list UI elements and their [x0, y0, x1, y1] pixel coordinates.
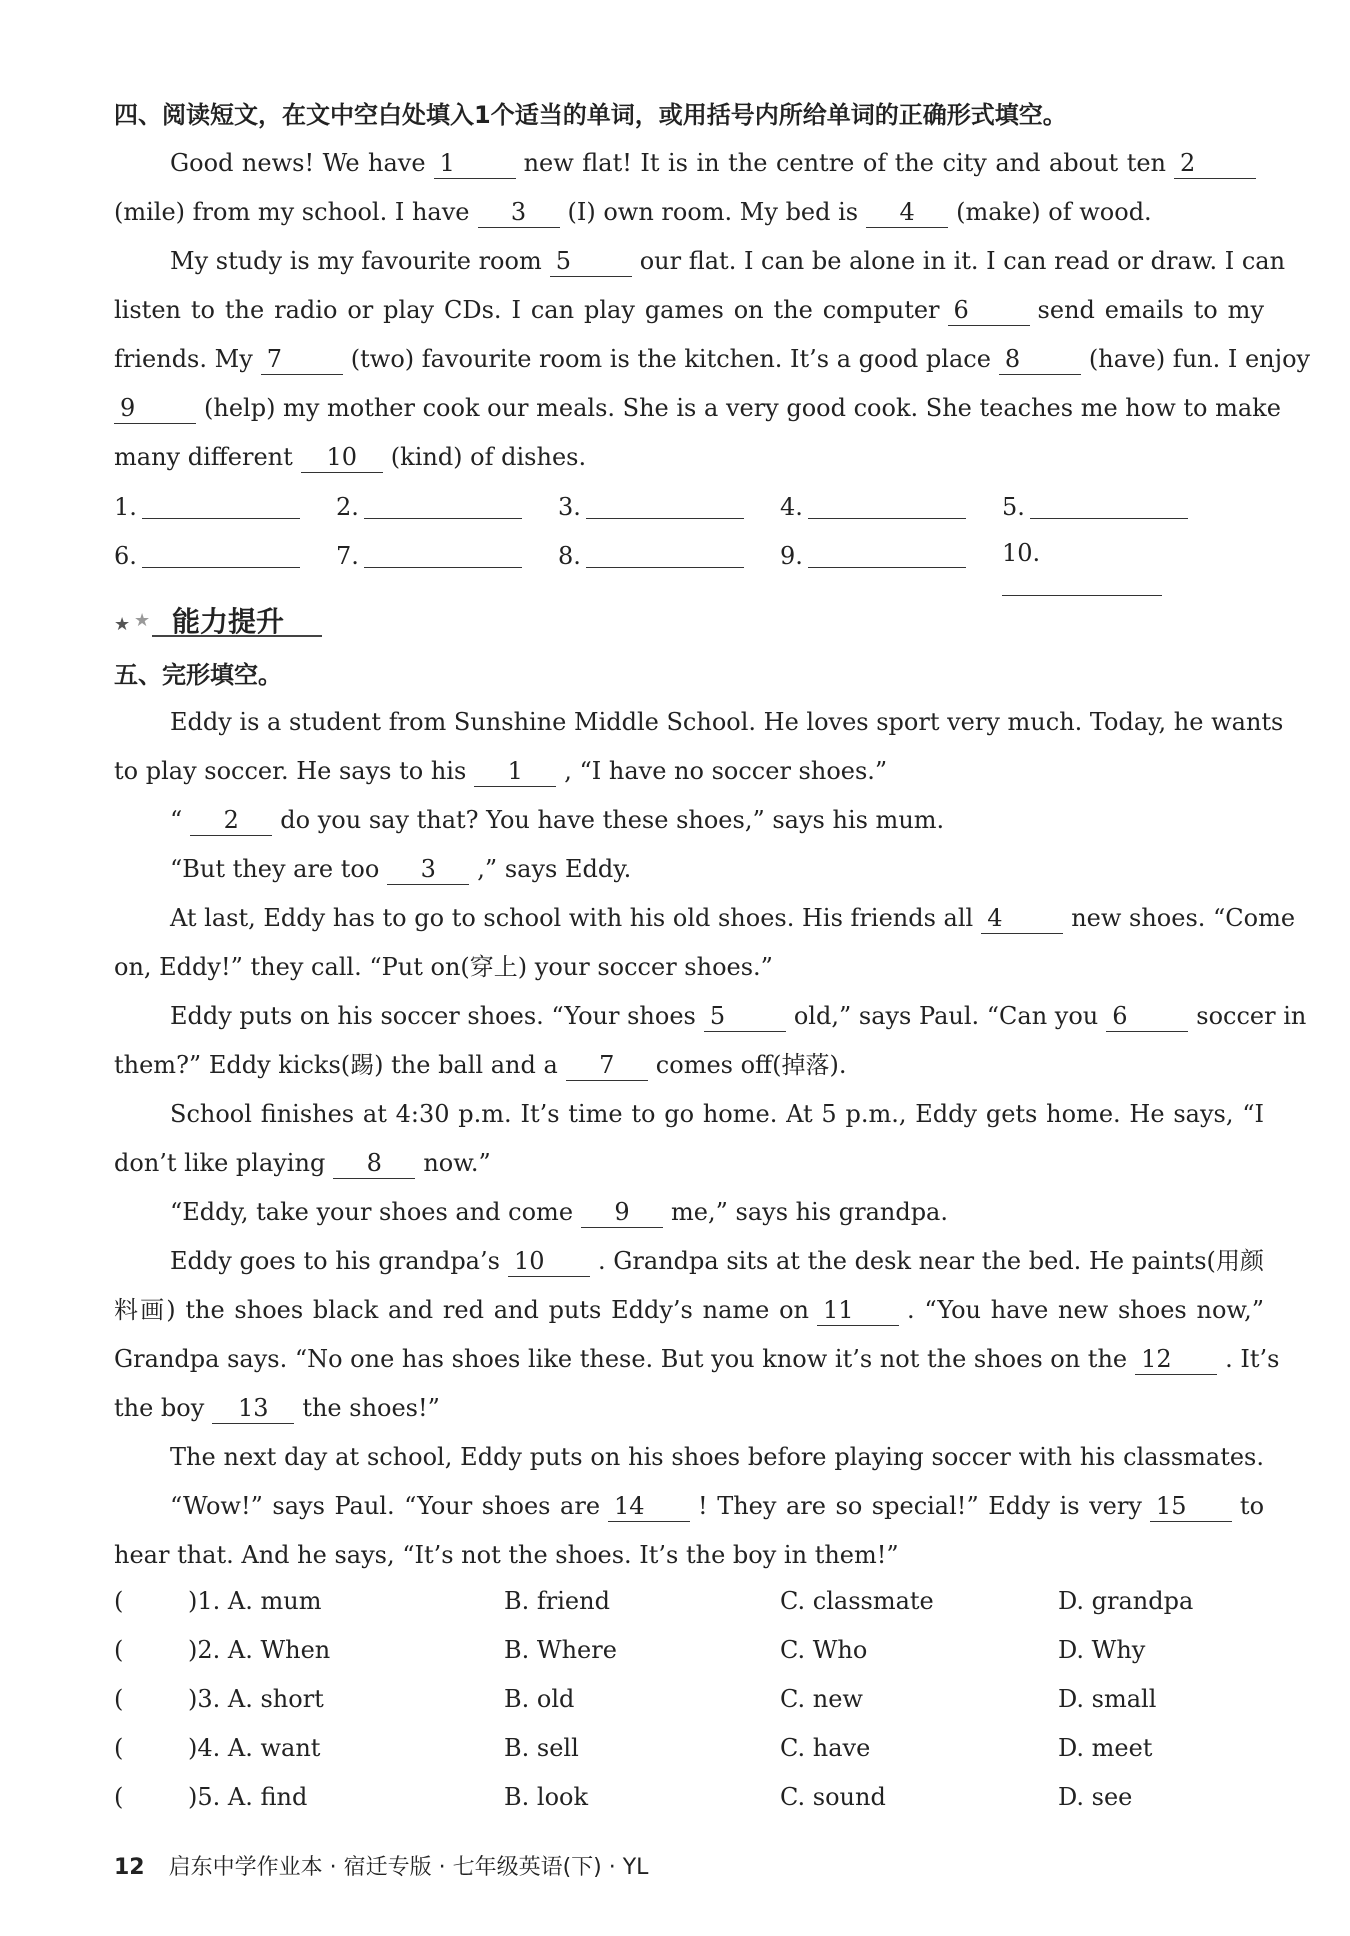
option-c[interactable]: C. sound — [780, 1783, 886, 1811]
question-4-options — [114, 1734, 1264, 1774]
s5-line-2: to play soccer. He says to his 1 , “I have no soccer shoes.” — [114, 757, 888, 785]
s4-blank-6[interactable]: 6 — [948, 295, 1030, 326]
banner-title: 能力提升 — [172, 605, 285, 638]
option-d[interactable]: D. Why — [1058, 1636, 1146, 1664]
star-icon: ★ — [114, 614, 131, 635]
section4-heading: 四、阅读短文，在文中空白处填入1个适当的单词，或用括号内所给单词的正确形式填空。 — [114, 101, 1067, 129]
banner-underline — [152, 635, 322, 637]
answer-10[interactable]: 10. — [1002, 539, 1192, 598]
answer-9[interactable]: 9. — [780, 539, 970, 570]
option-b[interactable]: B. look — [504, 1783, 589, 1811]
option-d[interactable]: D. see — [1058, 1783, 1133, 1811]
option-d[interactable]: D. small — [1058, 1685, 1157, 1713]
question-1-options — [114, 1587, 1264, 1627]
s5-line-7: Eddy puts on his soccer shoes. “Your shoes 5 old,” says Paul. “Can you 6 soccer in — [170, 1002, 1307, 1030]
s5-line-12: Eddy goes to his grandpa’s 10 . Grandpa sits at the desk near the bed. He paints(用颜 — [170, 1247, 1264, 1275]
option-a[interactable]: )2. A. When — [188, 1636, 331, 1664]
s4-blank-1[interactable]: 1 — [434, 148, 516, 179]
s5-blank-12[interactable]: 12 — [1135, 1344, 1217, 1375]
option-c[interactable]: C. Who — [780, 1636, 868, 1664]
answer-bracket[interactable]: ( — [114, 1734, 124, 1762]
s4-blank-4[interactable]: 4 — [866, 197, 948, 228]
option-c[interactable]: C. have — [780, 1734, 871, 1762]
option-d[interactable]: D. meet — [1058, 1734, 1153, 1762]
s4-blank-8[interactable]: 8 — [999, 344, 1081, 375]
question-5-options — [114, 1783, 1264, 1823]
s5-blank-1[interactable]: 1 — [474, 756, 556, 787]
page-footer — [114, 1850, 648, 1881]
s4-line-5: friends. My 7 (two) favourite room is the kitchen. It’s a good place 8 (have) fun. I enjoy — [114, 345, 1311, 373]
s5-blank-4[interactable]: 4 — [981, 903, 1063, 934]
s4-blank-9[interactable]: 9 — [114, 393, 196, 424]
option-b[interactable]: B. Where — [504, 1636, 617, 1664]
question-2-options — [114, 1636, 1264, 1676]
s4-line-4: listen to the radio or play CDs. I can play games on the computer 6 send emails to my — [114, 296, 1264, 324]
page-number: 12 — [114, 1855, 145, 1880]
star-icon-2: ★ — [134, 610, 151, 631]
s4-line-1: Good news! We have 1 new flat! It is in the centre of the city and about ten 2 — [170, 146, 1264, 186]
question-3-options — [114, 1685, 1264, 1725]
answer-3[interactable]: 3. — [558, 490, 748, 521]
s5-line-13: 料画) the shoes black and red and puts Eddy’s name on 11 . “You have new shoes now,” — [114, 1296, 1264, 1324]
s5-line-15: the boy 13 the shoes!” — [114, 1394, 440, 1422]
section-banner — [112, 600, 322, 640]
answer-4[interactable]: 4. — [780, 490, 970, 521]
answer-bracket[interactable]: ( — [114, 1685, 124, 1713]
s4-line-2: (mile) from my school. I have 3 (I) own room. My bed is 4 (make) of wood. — [114, 198, 1152, 226]
answer-1[interactable]: 1. — [114, 490, 304, 521]
answer-7[interactable]: 7. — [336, 539, 526, 570]
s5-line-9: School finishes at 4:30 p.m. It’s time to go home. At 5 p.m., Eddy gets home. He says, “I — [170, 1100, 1264, 1128]
s4-blank-3[interactable]: 3 — [478, 197, 560, 228]
s5-line-1: Eddy is a student from Sunshine Middle School. He loves sport very much. Today, he wants — [170, 708, 1284, 736]
s5-line-6: on, Eddy!” they call. “Put on(穿上) your soccer shoes.” — [114, 953, 773, 981]
s5-line-17: “Wow!” says Paul. “Your shoes are 14 ! They are so special!” Eddy is very 15 to — [170, 1492, 1265, 1520]
s5-line-10: don’t like playing 8 now.” — [114, 1149, 491, 1177]
s5-blank-5[interactable]: 5 — [704, 1001, 786, 1032]
s5-line-14: Grandpa says. “No one has shoes like these. But you know it’s not the shoes on the 12 . It’s — [114, 1345, 1280, 1373]
answer-bracket[interactable]: ( — [114, 1636, 124, 1664]
s4-blank-7[interactable]: 7 — [261, 344, 343, 375]
s4-blank-10[interactable]: 10 — [301, 442, 383, 473]
s5-blank-14[interactable]: 14 — [608, 1491, 690, 1522]
s4-line-7: many different 10 (kind) of dishes. — [114, 443, 587, 471]
s5-blank-7[interactable]: 7 — [566, 1050, 648, 1081]
s4-blank-2[interactable]: 2 — [1174, 148, 1256, 179]
answer-6[interactable]: 6. — [114, 539, 304, 570]
s5-line-8: them?” Eddy kicks(踢) the ball and a 7 comes off(掉落). — [114, 1051, 847, 1079]
s5-line-5: At last, Eddy has to go to school with his old shoes. His friends all 4 new shoes. “Come — [170, 904, 1296, 932]
option-a[interactable]: )4. A. want — [188, 1734, 321, 1762]
s5-blank-10[interactable]: 10 — [508, 1246, 590, 1277]
s5-blank-2[interactable]: 2 — [190, 805, 272, 836]
answer-bracket[interactable]: ( — [114, 1587, 124, 1615]
s5-blank-6[interactable]: 6 — [1106, 1001, 1188, 1032]
s4-line-3: My study is my favourite room 5 our flat. I can be alone in it. I can read or draw. I can — [170, 247, 1286, 275]
answer-8[interactable]: 8. — [558, 539, 748, 570]
option-b[interactable]: B. sell — [504, 1734, 579, 1762]
option-a[interactable]: )3. A. short — [188, 1685, 324, 1713]
answer-2[interactable]: 2. — [336, 490, 526, 521]
s5-line-18: hear that. And he says, “It’s not the shoes. It’s the boy in them!” — [114, 1541, 899, 1569]
s5-blank-3[interactable]: 3 — [387, 854, 469, 885]
option-b[interactable]: B. old — [504, 1685, 575, 1713]
s5-blank-11[interactable]: 11 — [817, 1295, 899, 1326]
option-c[interactable]: C. classmate — [780, 1587, 934, 1615]
option-b[interactable]: B. friend — [504, 1587, 610, 1615]
option-d[interactable]: D. grandpa — [1058, 1587, 1194, 1615]
answer-5[interactable]: 5. — [1002, 490, 1192, 521]
answer-bracket[interactable]: ( — [114, 1783, 124, 1811]
s5-blank-15[interactable]: 15 — [1150, 1491, 1232, 1522]
s4-blank-5[interactable]: 5 — [550, 246, 632, 277]
s5-blank-13[interactable]: 13 — [212, 1393, 294, 1424]
s5-blank-9[interactable]: 9 — [581, 1197, 663, 1228]
s5-line-3: “ 2 do you say that? You have these shoes,” says his mum. — [170, 806, 945, 834]
section5-heading: 五、完形填空。 — [114, 661, 282, 689]
s5-line-11: “Eddy, take your shoes and come 9 me,” says his grandpa. — [170, 1198, 948, 1226]
option-c[interactable]: C. new — [780, 1685, 863, 1713]
s5-blank-8[interactable]: 8 — [333, 1148, 415, 1179]
s5-line-16: The next day at school, Eddy puts on his shoes before playing soccer with his classmates. — [170, 1443, 1264, 1471]
option-a[interactable]: )5. A. find — [188, 1783, 308, 1811]
option-a[interactable]: )1. A. mum — [188, 1587, 322, 1615]
s4-line-6: 9 (help) my mother cook our meals. She is a very good cook. She teaches me how to make — [114, 391, 1264, 431]
book-title: 启东中学作业本 · 宿迁专版 · 七年级英语(下) · YL — [168, 1855, 649, 1880]
s5-line-4: “But they are too 3 ,” says Eddy. — [170, 855, 632, 883]
